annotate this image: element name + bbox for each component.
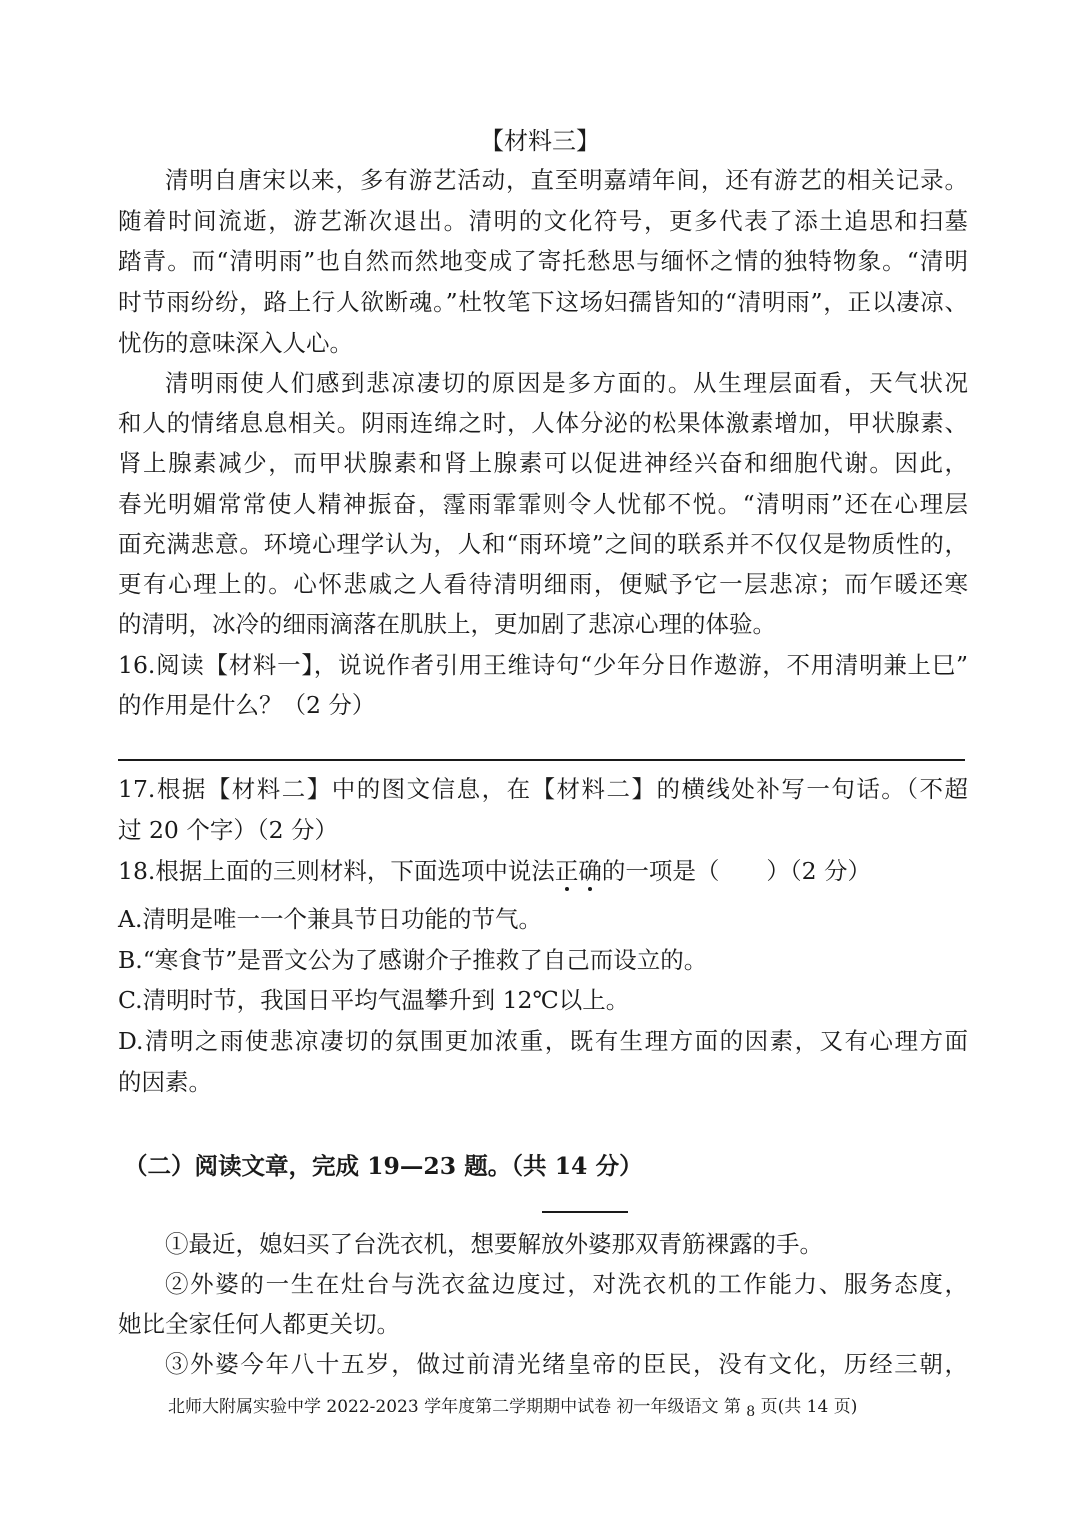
material-3-p1-line-1: 清明自唐宋以来，多有游艺活动，直至明嘉靖年间，还有游艺的相关记录。: [165, 166, 968, 194]
footer-school-label: 北师大附属实验中学 2022-2023 学年度第二学期期中试卷 初一年级语文 第: [168, 1397, 741, 1417]
footer-total-pages: 页(共 14 页): [760, 1397, 858, 1417]
material-3-p2-line-6: 更有心理上的。心怀悲戚之人看待清明细雨，便赋予它一层悲凉；而乍暖还寒: [118, 570, 968, 598]
emphasis-dot-char-2: 确: [578, 857, 602, 885]
article-title-blank[interactable]: [542, 1211, 628, 1213]
article-para-3-line-1: ③外婆今年八十五岁，做过前清光绪皇帝的臣民，没有文化，历经三朝，: [165, 1350, 968, 1378]
material-3-heading: 【材料三】: [480, 127, 600, 155]
emphasis-dot-char-1: 正: [554, 857, 579, 885]
material-3-p2-line-7: 的清明，冰冷的细雨滴落在肌肤上，更加剧了悲凉心理的体验。: [118, 610, 776, 638]
material-3-p2-line-2: 和人的情绪息息相关。阴雨连绵之时，人体分泌的松果体激素增加，甲状腺素、: [118, 409, 968, 437]
material-3-p2-line-5: 面充满悲意。环境心理学认为，人和“雨环境”之间的联系并不仅仅是物质性的，: [118, 530, 968, 558]
article-para-1: ①最近，媳妇买了台洗衣机，想要解放外婆那双青筋裸露的手。: [165, 1230, 823, 1258]
section-2-title: （二）阅读文章，完成 19—23 题。（共 14 分）: [124, 1152, 643, 1180]
question-17-line-1: 17.根据【材料二】中的图文信息，在【材料二】的横线处补写一句话。（不超: [118, 775, 968, 803]
question-18-stem-before: 18.根据上面的三则材料，下面选项中说法: [118, 857, 555, 885]
material-3-p1-line-5: 忧伤的意味深入人心。: [118, 329, 353, 357]
material-3-p2-line-3: 肾上腺素减少，而甲状腺素和肾上腺素可以促进神经兴奋和细胞代谢。因此，: [118, 449, 968, 477]
question-18-option-d-line-2: 的因素。: [118, 1068, 212, 1096]
answer-line-16[interactable]: [118, 759, 965, 761]
material-3-p1-line-4: 时节雨纷纷，路上行人欲断魂。”杜牧笔下这场妇孺皆知的“清明雨”，正以凄凉、: [118, 288, 968, 316]
material-3-p2-line-1: 清明雨使人们感到悲凉凄切的原因是多方面的。从生理层面看，天气状况: [165, 369, 968, 397]
question-18-option-b: B.“寒食节”是晋文公为了感谢介子推救了自己而设立的。: [118, 946, 708, 974]
question-16-line-2: 的作用是什么？（2 分）: [118, 691, 376, 719]
footer-page-number: 8: [746, 1404, 756, 1420]
question-18-stem: [118, 856, 968, 886]
question-16-line-1: 16.阅读【材料一】，说说作者引用王维诗句“少年分日作遨游，不用清明兼上巳”: [118, 651, 968, 679]
question-18-option-a: A.清明是唯一一个兼具节日功能的节气。: [118, 905, 542, 933]
material-3-p2-line-4: 春光明媚常常使人精神振奋，霪雨霏霏则令人忧郁不悦。“清明雨”还在心理层: [118, 490, 968, 518]
page-footer: [168, 1392, 928, 1420]
article-para-2-line-2: 她比全家任何人都更关切。: [118, 1310, 400, 1338]
question-18-option-c: C.清明时节，我国日平均气温攀升到 12℃以上。: [118, 986, 630, 1014]
question-17-line-2: 过 20 个字）（2 分）: [118, 816, 339, 844]
question-18-option-d-line-1: D.清明之雨使悲凉凄切的氛围更加浓重，既有生理方面的因素，又有心理方面: [118, 1027, 968, 1055]
material-3-p1-line-2: 随着时间流逝，游艺渐次退出。清明的文化符号，更多代表了添土追思和扫墓: [118, 207, 968, 235]
question-18-stem-after: 的一项是（ ）（2 分）: [601, 857, 872, 885]
article-para-2-line-1: ②外婆的一生在灶台与洗衣盆边度过，对洗衣机的工作能力、服务态度，: [165, 1270, 968, 1298]
material-3-p1-line-3: 踏青。而“清明雨”也自然而然地变成了寄托愁思与缅怀之情的独特物象。“清明: [118, 247, 968, 275]
